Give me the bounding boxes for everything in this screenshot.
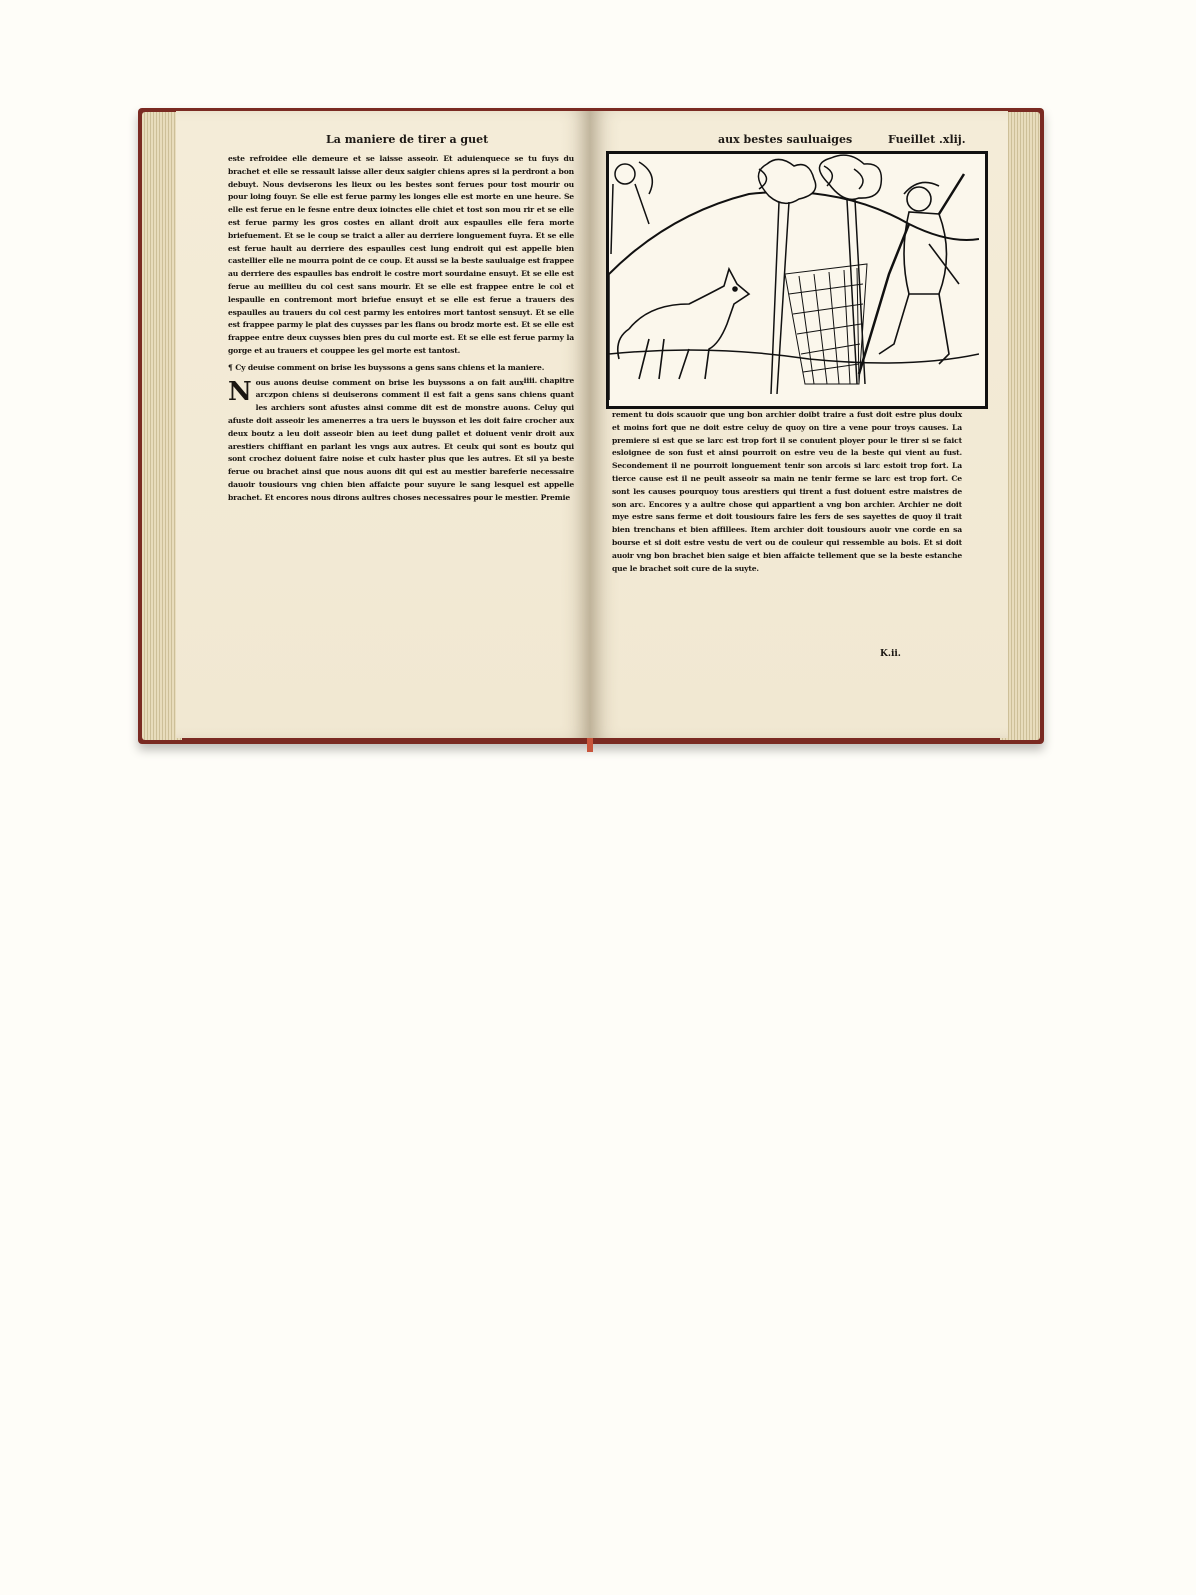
wolf [618,269,749,379]
chapter-text: ous auons deuise comment on brise les buyssons a on fait aux arczpon chiens si deuiserons comment il est fait a gens sans chiens quant les archiers sont afustes ainsi comme dit est de monstre auons. Celuy qui afuste doit asseoir les amenerres a tra uers le buysson et les doit faire crocher aux deux boutz a leu doit asseoir bien au ieet dung pallet et doiuent venir droit aux arestiers chiffiant en parlant les vngs aux autres. Et ceulx qui sont es boutz qui sont crochez doiuent faire noise et culx haster plus que les autres. Et sil ya beste ferue ou brachet ainsi que nous auons dit qui est au mestier bareferie necessaire dauoir tousiours vng chien bien affaicte pour suyure le sang lesquel est appelle brachet. Et encores nous dirons aultres choses necessaires pour le mestier. Premie [228,377,574,502]
hunter [859,174,964,374]
chapter-paragraph [228,377,574,505]
right-page [590,111,1008,738]
chapter-rubric [228,362,574,385]
signature-mark: K.ii. [880,649,901,659]
bookmark-ribbon [587,738,593,752]
figure-left [611,162,652,254]
pilcrow-icon: ¶ [228,362,236,372]
woodcut-hunting-scene [609,154,979,400]
right-paragraph: rement tu dois scauoir que ung bon archier doibt traire a fust doit estre plus doulx et moins fort que ne doit estre celuy de quoy on tire a vene pour troys causes. La premiere si est que se larc est trop fort il se conuient ployer pour le tirer si se faict esloignee de son fust et ainsi pourroit on estre veu de la beste qui vient au fust. Secondement il ne pourroit longuement tenir son arcois si larc estoit trop fort. La tierce cause est il ne peult asseoir sa main ne tenir ferme se larc est trop fort. Ce sont les causes pourquoy tous arestiers qui tirent a fust doiuent estre maistres de son arc. Encores y a aultre chose qui appartient a vng bon archier. Archier ne doit mye estre sans ferme et doit tousiours faire les fers de ses sayettes de quoy il trait bien trenchans et bien affillees. Item archier doit tousiours auoir vne corde en sa bourse et si doit estre vestu de vert ou de couleur qui ressemble au bois. Et si doit auoir vng bon brachet bien saige et bien affaicte tellement que se la beste estanche que le brachet soit cure de la suyte. [612,410,962,573]
chapter-number: iiii. chapitre [523,375,574,385]
left-page [176,111,590,738]
dropcap-initial: N [228,376,252,407]
right-page-text [612,409,962,575]
running-head-right: aux bestes sauluaiges [718,133,853,146]
running-head-left: La maniere de tirer a guet [326,133,489,146]
folio-number: Fueillet .xlij. [888,133,966,146]
left-paragraph: este refroidee elle demeure et se laisse asseoir. Et aduienquece se tu fuys du brachet et elle se ressault laisse aller deux saigier chiens apres si la perdront a bon debuyt. Nous deviserons les lieux ou les bestes sont ferues pour tost mourir ou pour loing fouyr. Se elle est ferue parmy les longes elle est morte en une heure. Se elle est ferue en le fesne entre deux ioinctes elle chiet et tost son mou rir et se elle est ferue parmy les gros costes en allant droit aux espaulles elle fera morte briefuement. Et se le coup se traict a aller au derriere longuement fuyra. Et se elle est ferue hault au derriere des espaulles cest lung endroit qui est appelle bien castellier elle ne mourra point de ce coup. Et aussi se la beste sauluaige est frappee au derriere des espaulles bas endroit le costre mort sourdaine ensuyt. Et se elle est ferue au meillieu du col cest sans mourir. Et se elle est frappee entre le col et lespaulle en contremont mort briefue ensuyt et se elle est ferue a trauers des espaulles au trauers du col cest parmy les entoires mort tantost sensuyt. Et se elle est frappee parmy le plat des cuysses par les flans ou brodz morte est. Et se elle est frappee entre deux cuysses bien pres du cul morte est. Et se elle est ferue parmy la gorge et au trauers et couppee les gel morte est tantost. [228,154,574,355]
net [785,264,867,384]
woodcut-illustration [606,151,988,409]
rubric-text: Cy deuise comment on brise les buyssons a gens sans chiens et la maniere. [235,362,545,372]
left-page-text [228,153,574,505]
open-book [138,108,1044,744]
